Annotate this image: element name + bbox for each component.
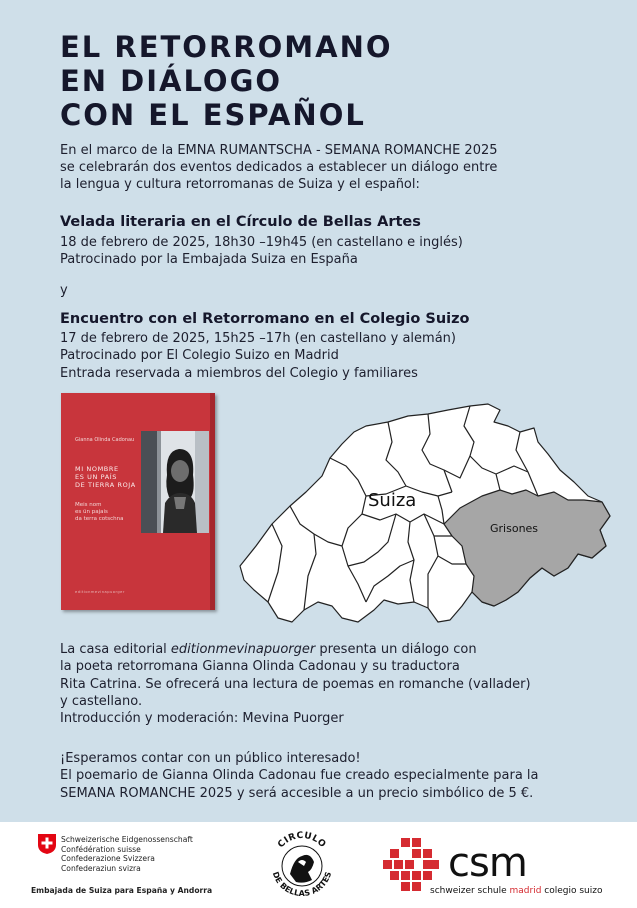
- intro-line: la lengua y cultura retorromanas de Suiza y el español:: [60, 177, 420, 192]
- description-text: presenta un diálogo con: [315, 642, 477, 657]
- page-title: [60, 30, 393, 132]
- book-spine: [210, 393, 215, 610]
- closing-line: El poemario de Gianna Olinda Cadonau fue creado especialmente para la: [60, 768, 539, 783]
- confederation-line: Confédération suisse: [61, 844, 141, 854]
- book-subtitle-line: da terra cotschna: [75, 516, 124, 522]
- title-line: EN DIÁLOGO: [60, 64, 283, 98]
- book-publisher: editionmevinapuorger: [75, 590, 125, 594]
- sponsor-footer: [0, 822, 637, 908]
- book-subtitle-line: Meis nom: [75, 502, 102, 508]
- embassy-name: Embajada de Suiza para España y Andorra: [31, 886, 213, 895]
- closing-line: ¡Esperamos contar con un público interesado!: [60, 751, 361, 766]
- confederation-names: [61, 835, 193, 873]
- description-line: y castellano.: [60, 694, 143, 709]
- connector-text: y: [60, 283, 68, 298]
- event2-title: Encuentro con el Retorromano en el Colegio Suizo: [60, 311, 470, 327]
- title-line: CON EL ESPAÑOL: [60, 98, 366, 132]
- book-title-line: MI NOMBRE: [75, 465, 119, 473]
- event1-sponsor: Patrocinado por la Embajada Suiza en España: [60, 252, 358, 267]
- intro-line: se celebrarán dos eventos dedicados a establecer un diálogo entre: [60, 160, 498, 175]
- csm-sub-city: madrid: [509, 886, 542, 896]
- circulo-bellas-artes-logo: [268, 828, 336, 900]
- book-subtitle-line: es ün pajais: [75, 509, 108, 515]
- moderation-line: Introducción y moderación: Mevina Puorger: [60, 711, 344, 726]
- description-line: Rita Catrina. Se ofrecerá una lectura de poemas en romanche (vallader): [60, 677, 531, 692]
- region-label: Grisones: [490, 522, 539, 535]
- event1-date: 18 de febrero de 2025, 18h30 –19h45 (en castellano e inglés): [60, 235, 463, 250]
- closing-line: SEMANA ROMANCHE 2025 y será accesible a un precio simbólico de 5 €.: [60, 786, 534, 801]
- circulo-bottom-text: DE BELLAS ARTES: [270, 870, 334, 899]
- event2-date: 17 de febrero de 2025, 15h25 –17h (en castellano y alemán): [60, 331, 456, 346]
- description-text: La casa editorial: [60, 642, 171, 657]
- event2-note: Entrada reservada a miembros del Colegio y familiares: [60, 366, 418, 381]
- csm-sub-text: schweizer schule: [430, 886, 510, 896]
- description-line: [60, 642, 477, 659]
- country-label: Suiza: [368, 490, 417, 511]
- book-title-line: DE TIERRA ROJA: [75, 481, 136, 489]
- confederation-line: Confederazione Svizzera: [61, 854, 155, 864]
- book-author: Gianna Olinda Cadonau: [75, 437, 135, 443]
- event2-sponsor: Patrocinado por El Colegio Suizo en Madrid: [60, 348, 339, 363]
- title-line: EL RETORROMANO: [60, 30, 393, 64]
- author-portrait: [141, 431, 209, 533]
- intro-line: En el marco de la EMNA RUMANTSCHA - SEMANA ROMANCHE 2025: [60, 143, 498, 158]
- publisher-name: editionmevinapuorger: [170, 642, 316, 657]
- book-title: [75, 465, 136, 489]
- book-cover: [61, 393, 215, 610]
- circulo-top-text: CIRCULO: [276, 830, 328, 851]
- swiss-shield-icon: [37, 833, 57, 855]
- csm-sub-text: colegio suizo: [541, 886, 603, 896]
- confederation-line: Confederaziun svizra: [61, 863, 141, 873]
- csm-subtitle: [430, 886, 603, 896]
- confederation-line: Schweizerische Eidgenossenschaft: [61, 835, 193, 844]
- description-line: la poeta retorromana Gianna Olinda Cadonau y su traductora: [60, 659, 460, 674]
- event1-title: Velada literaria en el Círculo de Bellas Artes: [60, 214, 421, 230]
- book-title-line: ES UN PAÍS: [75, 473, 117, 481]
- switzerland-map: [238, 396, 618, 628]
- book-subtitle: [75, 502, 123, 523]
- csm-logo-text: csm: [448, 840, 527, 886]
